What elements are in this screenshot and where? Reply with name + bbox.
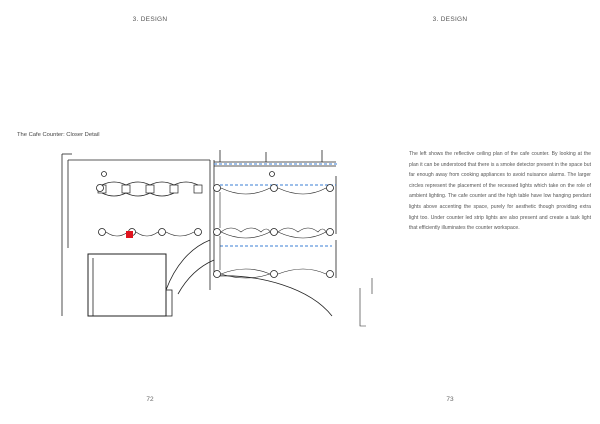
description-paragraph: The left shows the reflective ceiling plan of the cafe counter. By looking at the plan it can be understood that there is a smoke detector present in the space but far enough away from cooking appliances to avoid nuisance alarms. The larger circles represent the placement of the recessed lights which take on the role of ambient lighting. The cafe counter and the high table have low hanging pendant lights above accenting the space, purely for aesthetic though providing extra light too. Under counter led strip lights are also present and create a task light that efficiently illuminates the counter workspace.: [409, 151, 591, 232]
figure-caption: The Cafe Counter: Closer Detail: [17, 132, 100, 138]
right-page: [300, 0, 600, 424]
recessed-lights: [97, 172, 334, 278]
left-page-number: 72: [146, 396, 154, 403]
pendant-lights: [98, 182, 202, 196]
left-page-header: 3. DESIGN: [132, 16, 168, 23]
right-page-header: 3. DESIGN: [432, 16, 468, 23]
right-page-number: 73: [446, 396, 454, 403]
smoke-detector-icon: [126, 231, 133, 238]
